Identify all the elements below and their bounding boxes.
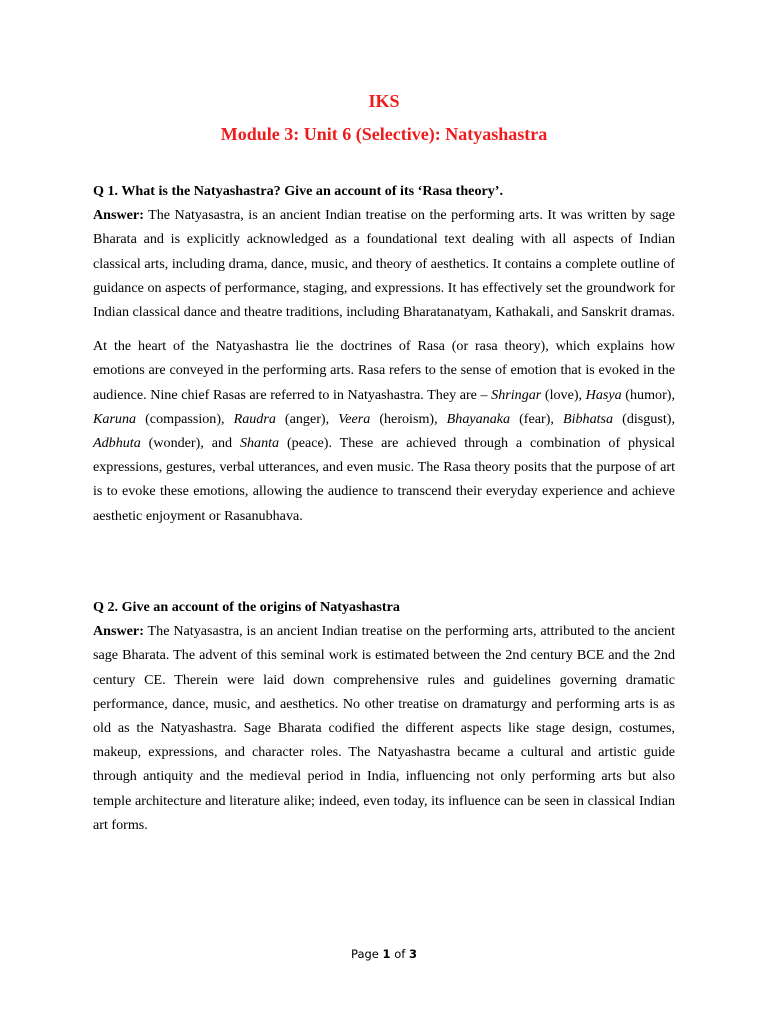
course-title: IKS [368, 91, 400, 111]
rasa-outro-text: These are achieved through a combination of physical expressions, gestures, verbal utterances, and even music. The Rasa theory posits that the purpose of art is to evoke these emotions, allowing the audience to transcend their everyday experience and achieve aesthetic enjoyment or Rasanubhava. [93, 435, 675, 524]
rasa-name: Hasya [585, 386, 622, 403]
q2-answer-paragraph [93, 619, 675, 837]
q1-answer-paragraph-2 [93, 334, 675, 528]
rasa-meaning: (fear), [510, 410, 563, 427]
rasa-meaning: (humor), [621, 386, 675, 403]
rasa-intro-text: At the heart of the Natyashastra lie the doctrines of Rasa (or rasa theory), which explains how emotions are conveyed in the performing arts. Rasa refers to the sense of emotion that is evoked in the audience. Nine chief Rasas are referred to in Natyashastra. They are – [93, 338, 675, 403]
rasa-meaning: (compassion), [136, 410, 234, 427]
rasa-meaning: (heroism), [370, 410, 447, 427]
q2-section [93, 595, 675, 837]
page-word: Page [351, 947, 383, 961]
q2-answer-label: Answer: [93, 623, 144, 640]
rasa-meaning: (love), [541, 386, 586, 403]
q1-answer-label: Answer: [93, 207, 144, 224]
q1-answer-paragraph-1 [93, 203, 675, 324]
of-word: of [390, 947, 409, 961]
rasa-name: Adbhuta [93, 435, 141, 452]
q2-answer-text: The Natyasastra, is an ancient Indian treatise on the performing arts, attributed to the ancient sage Bharata. The advent of this seminal work is estimated between the 2nd century BCE and the 2nd century CE. Therein were laid down comprehensive rules and guidelines governing dramatic performance, dance, music, and aesthetics. No other treatise on dramaturgy and performing arts is as old as the Natyashastra. Sage Bharata codified the different aspects like stage design, costumes, makeup, expressions, and character roles. The Natyashastra became a cultural and artistic guide through antiquity and the medieval period in India, influencing not only performing arts but also temple architecture and literature alike; indeed, even today, its influence can be seen in classical Indian art forms. [93, 623, 675, 833]
rasa-name: Bibhatsa [562, 410, 614, 427]
rasa-name: Karuna [93, 410, 137, 427]
q1-question: Q 1. What is the Natyashastra? Give an account of its ‘Rasa theory’. [93, 183, 504, 199]
rasa-meaning: (anger), [275, 410, 339, 427]
current-page: 1 [382, 947, 391, 961]
q1-answer-text: The Natyasastra, is an ancient Indian treatise on the performing arts. It was written by sage Bharata and is explicitly acknowledged as a foundational text dealing with all aspects of Indian classical arts, including drama, dance, music, and theory of aesthetics. It contains a complete outline of guidance on aspects of performance, staging, and expressions. It has effectively set the groundwork for Indian classical dance and theatre traditions, including Bharatanatyam, Kathakali, and Sanskrit dramas. [93, 207, 675, 321]
total-pages: 3 [408, 947, 417, 961]
rasa-name: Veera [338, 410, 371, 427]
rasa-name: Shringar [491, 386, 542, 403]
q2-question: Q 2. Give an account of the origins of Natyashastra [93, 599, 400, 615]
rasa-name: Bhayanaka [446, 410, 511, 427]
rasa-meaning: (disgust), [613, 410, 675, 427]
rasa-name: Shanta [239, 435, 280, 452]
rasa-meaning: (wonder), and [140, 435, 240, 452]
page-number [0, 946, 768, 962]
rasa-meaning: (peace). [279, 435, 332, 452]
q1-section [93, 179, 675, 528]
module-title: Module 3: Unit 6 (Selective): Natyashastra [220, 124, 548, 144]
rasa-name: Raudra [233, 410, 276, 427]
